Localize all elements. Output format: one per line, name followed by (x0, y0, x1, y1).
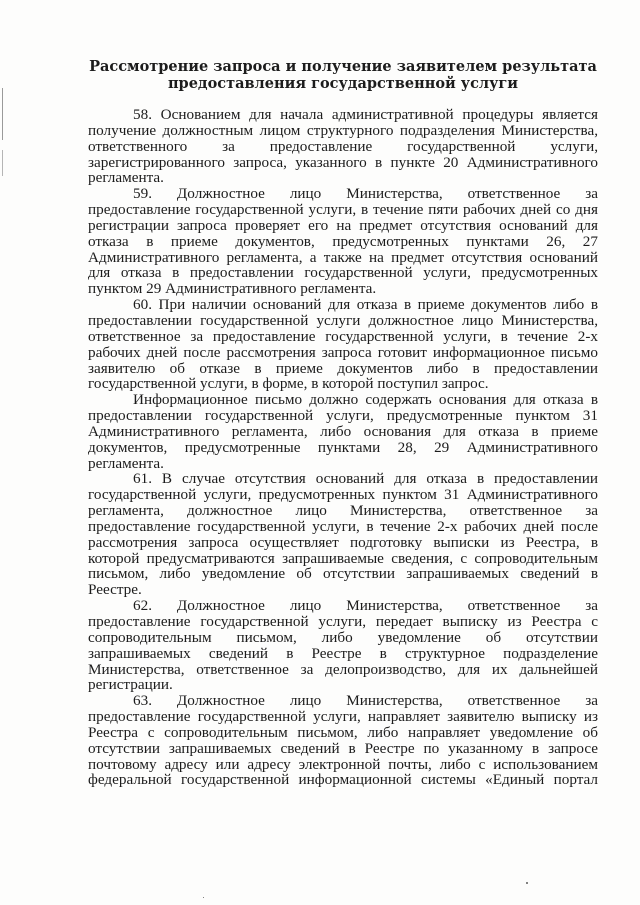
paragraph-59: 59. Должностное лицо Министерства, ответственное за предоставление государственной услуги, в течение пяти рабочих дней со дня регистрации запроса проверяет его на предмет отсутствия оснований для отказа в приеме документов, предусмотренных пунктами 26, 27 Административного регламента, а также на предмет отсутствия оснований для отказа в предоставлении государственной услуги, предусмотренных пунктом 29 Административного регламента. (88, 185, 598, 298)
section-heading (88, 58, 598, 92)
scan-edge-mark (2, 150, 3, 176)
paragraph-61: 61. В случае отсутствия оснований для отказа в предоставлении государственной услуги, предусмотренных пунктом 31 Административного регламента, должностное лицо Министерства, ответственное за предоставление государственной услуги, в течение 2-х рабочих дней после рассмотрения запроса осуществляет подготовку выписки из Реестра, в которой предусматриваются запрашиваемые сведения, с сопроводительным письмом, либо уведомление об отсутствии запрашиваемых сведений в Реестре. (88, 470, 598, 599)
scan-speck (203, 897, 204, 898)
paragraph-60: 60. При наличии оснований для отказа в приеме документов либо в предоставлении государственной услуги должностное лицо Министерства, ответственное за предоставление государственной услуги, в течение 2-х рабочих дней после рассмотрения запроса готовит информационное письмо заявителю об отказе в приеме документов либо в предоставлении государственной услуги, в форме, в которой поступил запрос. (88, 296, 598, 393)
paragraph-63: 63. Должностное лицо Министерства, ответственное за предоставление государственной услуги, направляет заявителю выписку из Реестра с сопроводительным письмом, либо направляет уведомление об отсутствии запрашиваемых сведений в Реестре по указанному в запросе почтовому адресу или адресу электронной почты, либо с использованием федеральной государственной информационной системы «Единый портал (88, 692, 598, 789)
paragraph-62: 62. Должностное лицо Министерства, ответственное за предоставление государственной услуги, передает выписку из Реестра с сопроводительным письмом, либо уведомление об отсутствии запрашиваемых сведений в Реестре в структурное подразделение Министерства, ответственное за делопроизводство, для их дальнейшей регистрации. (88, 597, 598, 694)
scan-speck (526, 882, 528, 884)
document-body (88, 107, 598, 788)
paragraph-58: 58. Основанием для начала административной процедуры является получение должностным лицом структурного подразделения Министерства, ответственного за предоставление государственной услуги, зарегистрированного запроса, указанного в пункте 20 Административного регламента. (88, 106, 598, 187)
section-heading-line-2: предоставления государственной услуги (167, 75, 519, 92)
scan-edge-mark (2, 88, 3, 140)
section-heading-line-1: Рассмотрение запроса и получение заявителем результата (89, 58, 597, 75)
paragraph-60-continued: Информационное письмо должно содержать основания для отказа в предоставлении государственной услуги, предусмотренные пунктом 31 Административного регламента, либо основания для отказа в приеме документов, предусмотренные пунктами 28, 29 Административного регламента. (88, 391, 598, 472)
